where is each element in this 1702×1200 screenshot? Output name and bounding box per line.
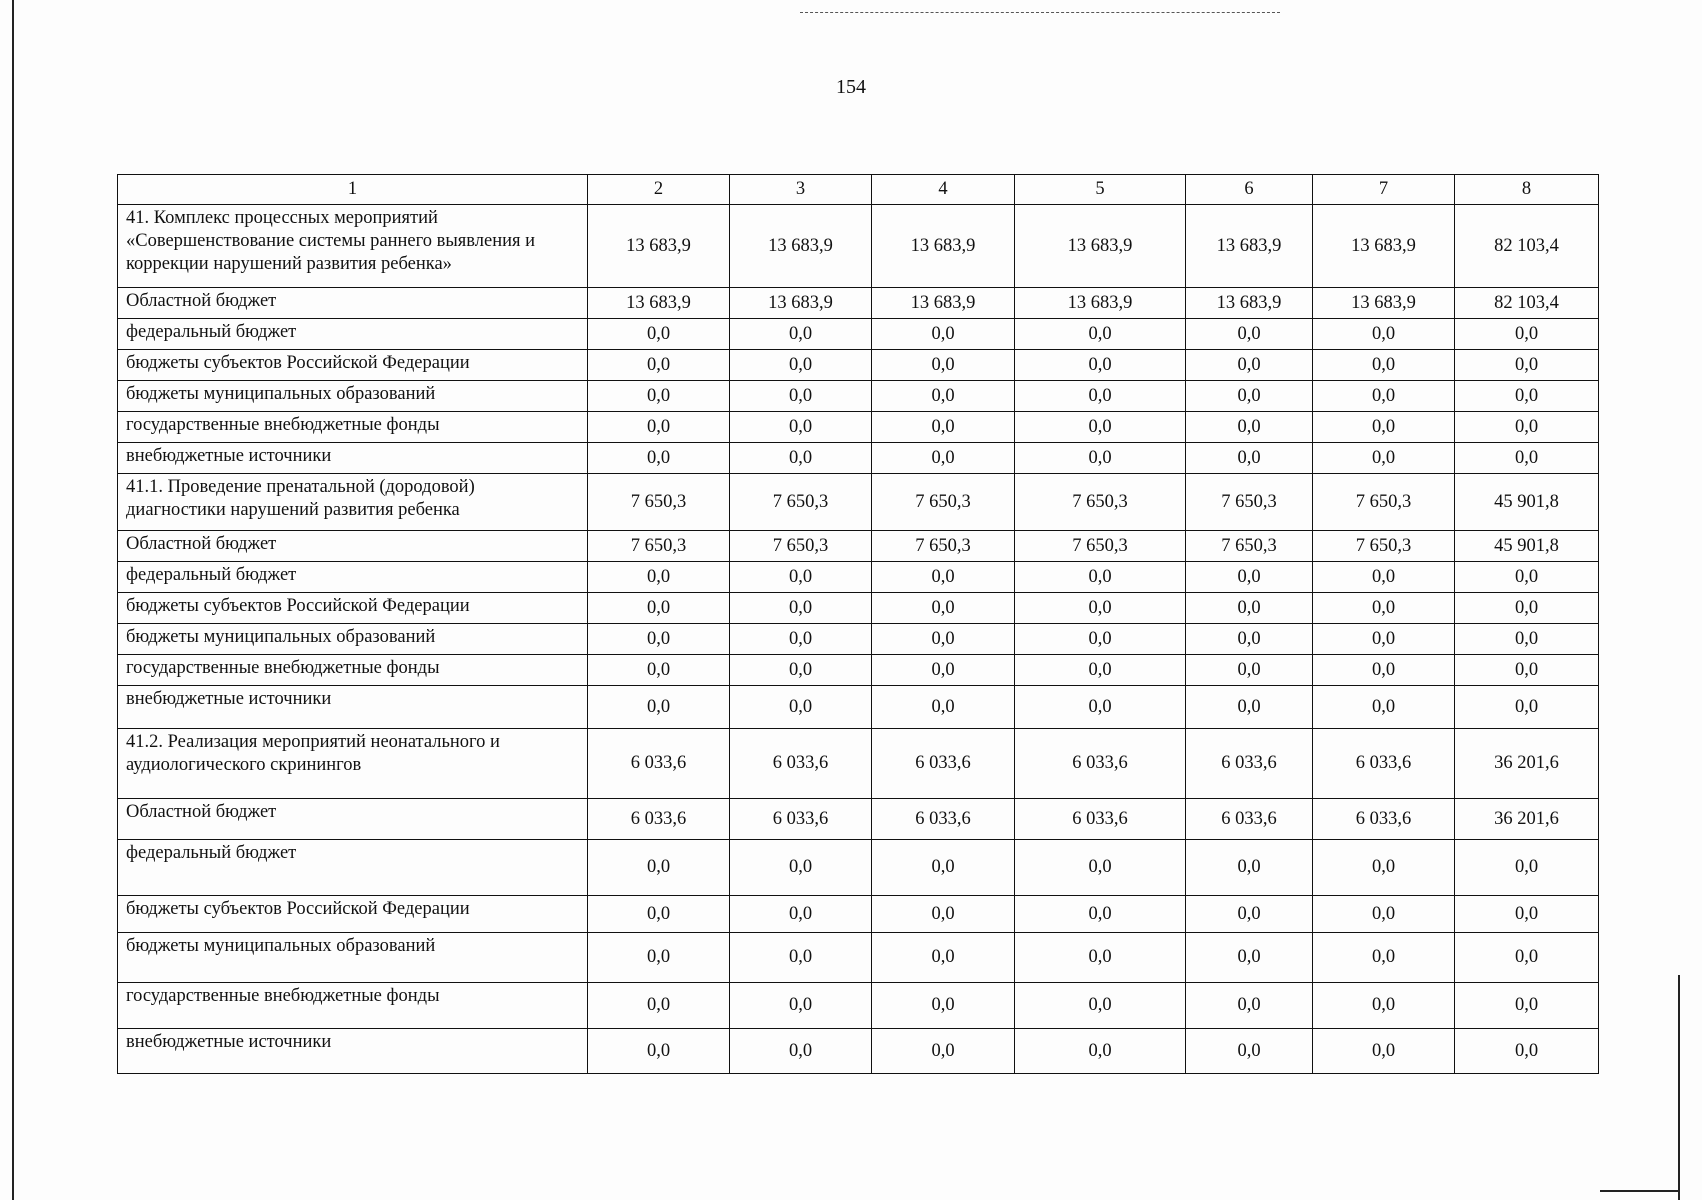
- cell-value: 6 033,6: [588, 729, 730, 799]
- table-row: [118, 896, 1599, 933]
- cell-value: 0,0: [588, 319, 730, 350]
- cell-value: 0,0: [872, 319, 1015, 350]
- cell-value: 0,0: [1015, 443, 1186, 474]
- cell-value: 0,0: [588, 350, 730, 381]
- page-number: 154: [836, 76, 866, 98]
- cell-value: 0,0: [872, 896, 1015, 933]
- cell-value: 0,0: [1455, 562, 1599, 593]
- cell-value: 0,0: [588, 412, 730, 443]
- table-row: [118, 531, 1599, 562]
- cell-value: 0,0: [872, 593, 1015, 624]
- cell-value: 0,0: [1313, 686, 1455, 729]
- cell-value: 7 650,3: [872, 474, 1015, 531]
- table-row: [118, 983, 1599, 1029]
- row-name: 41.2. Реализация мероприятий неонатального и аудиологического скринингов: [118, 729, 588, 799]
- cell-value: 0,0: [1313, 1029, 1455, 1074]
- row-name: внебюджетные источники: [118, 443, 588, 474]
- cell-value: 0,0: [1455, 593, 1599, 624]
- row-name: бюджеты муниципальных образований: [118, 381, 588, 412]
- cell-value: 0,0: [588, 983, 730, 1029]
- cell-value: 0,0: [1015, 319, 1186, 350]
- table-body: [118, 205, 1599, 1074]
- cell-value: 0,0: [730, 412, 872, 443]
- table-row: [118, 799, 1599, 840]
- row-name: бюджеты муниципальных образований: [118, 933, 588, 983]
- budget-table: [117, 174, 1599, 1074]
- cell-value: 0,0: [1186, 983, 1313, 1029]
- cell-value: 0,0: [1186, 1029, 1313, 1074]
- cell-value: 0,0: [1455, 624, 1599, 655]
- cell-value: 0,0: [588, 562, 730, 593]
- table-header: [118, 175, 1599, 205]
- row-name: государственные внебюджетные фонды: [118, 655, 588, 686]
- cell-value: 0,0: [730, 593, 872, 624]
- cell-value: 0,0: [588, 1029, 730, 1074]
- cell-value: 13 683,9: [730, 288, 872, 319]
- cell-value: 0,0: [1455, 840, 1599, 896]
- cell-value: 7 650,3: [730, 531, 872, 562]
- row-name: 41. Комплекс процессных мероприятий «Совершенствование системы раннего выявления и коррекции нарушений развития ребенка»: [118, 205, 588, 288]
- table-row: [118, 474, 1599, 531]
- cell-value: 0,0: [1313, 350, 1455, 381]
- cell-value: 0,0: [1186, 443, 1313, 474]
- table-row: [118, 443, 1599, 474]
- cell-value: 0,0: [1455, 443, 1599, 474]
- page-left-border: [12, 0, 14, 1200]
- cell-value: 13 683,9: [730, 205, 872, 288]
- cell-value: 0,0: [730, 562, 872, 593]
- cell-value: 0,0: [730, 381, 872, 412]
- cell-value: 7 650,3: [1186, 531, 1313, 562]
- cell-value: 0,0: [872, 1029, 1015, 1074]
- column-header: 8: [1455, 175, 1599, 205]
- cell-value: 0,0: [730, 350, 872, 381]
- cell-value: 0,0: [1186, 655, 1313, 686]
- cell-value: 0,0: [1015, 896, 1186, 933]
- cell-value: 0,0: [1313, 983, 1455, 1029]
- cell-value: 0,0: [872, 350, 1015, 381]
- cell-value: 13 683,9: [872, 288, 1015, 319]
- column-header: 3: [730, 175, 872, 205]
- cell-value: 0,0: [1015, 593, 1186, 624]
- cell-value: 0,0: [1186, 562, 1313, 593]
- row-name: внебюджетные источники: [118, 686, 588, 729]
- cell-value: 0,0: [872, 412, 1015, 443]
- table-row: [118, 205, 1599, 288]
- cell-value: 13 683,9: [588, 288, 730, 319]
- cell-value: 0,0: [1015, 1029, 1186, 1074]
- cell-value: 6 033,6: [730, 729, 872, 799]
- cell-value: 0,0: [1455, 933, 1599, 983]
- cell-value: 0,0: [730, 840, 872, 896]
- cell-value: 6 033,6: [1186, 799, 1313, 840]
- cell-value: 6 033,6: [1313, 799, 1455, 840]
- cell-value: 0,0: [872, 983, 1015, 1029]
- cell-value: 0,0: [730, 624, 872, 655]
- column-header: 4: [872, 175, 1015, 205]
- cell-value: 0,0: [1455, 896, 1599, 933]
- cell-value: 0,0: [1313, 562, 1455, 593]
- cell-value: 0,0: [1015, 840, 1186, 896]
- row-name: внебюджетные источники: [118, 1029, 588, 1074]
- cell-value: 0,0: [1186, 686, 1313, 729]
- scan-top-rule: [800, 12, 1280, 13]
- cell-value: 6 033,6: [1186, 729, 1313, 799]
- cell-value: 13 683,9: [588, 205, 730, 288]
- cell-value: 6 033,6: [730, 799, 872, 840]
- cell-value: 0,0: [730, 896, 872, 933]
- cell-value: 0,0: [872, 686, 1015, 729]
- cell-value: 0,0: [730, 933, 872, 983]
- cell-value: 0,0: [730, 1029, 872, 1074]
- cell-value: 0,0: [1455, 1029, 1599, 1074]
- cell-value: 7 650,3: [588, 531, 730, 562]
- cell-value: 0,0: [730, 443, 872, 474]
- cell-value: 45 901,8: [1455, 531, 1599, 562]
- cell-value: 13 683,9: [1015, 205, 1186, 288]
- row-name: бюджеты муниципальных образований: [118, 624, 588, 655]
- cell-value: 0,0: [1313, 319, 1455, 350]
- row-name: Областной бюджет: [118, 531, 588, 562]
- column-header: 2: [588, 175, 730, 205]
- cell-value: 0,0: [588, 593, 730, 624]
- cell-value: 0,0: [1313, 624, 1455, 655]
- cell-value: 45 901,8: [1455, 474, 1599, 531]
- cell-value: 7 650,3: [1313, 474, 1455, 531]
- cell-value: 7 650,3: [1186, 474, 1313, 531]
- cell-value: 0,0: [1015, 562, 1186, 593]
- cell-value: 7 650,3: [1015, 531, 1186, 562]
- cell-value: 7 650,3: [1313, 531, 1455, 562]
- cell-value: 0,0: [1015, 686, 1186, 729]
- table-row: [118, 562, 1599, 593]
- cell-value: 6 033,6: [1015, 799, 1186, 840]
- table-row: [118, 350, 1599, 381]
- cell-value: 13 683,9: [872, 205, 1015, 288]
- cell-value: 13 683,9: [1313, 288, 1455, 319]
- row-name: государственные внебюджетные фонды: [118, 412, 588, 443]
- row-name: Областной бюджет: [118, 288, 588, 319]
- table-row: [118, 655, 1599, 686]
- cell-value: 6 033,6: [588, 799, 730, 840]
- cell-value: 6 033,6: [872, 799, 1015, 840]
- cell-value: 0,0: [730, 686, 872, 729]
- cell-value: 0,0: [1186, 840, 1313, 896]
- cell-value: 0,0: [1015, 983, 1186, 1029]
- cell-value: 0,0: [1313, 412, 1455, 443]
- cell-value: 0,0: [1186, 412, 1313, 443]
- cell-value: 0,0: [1455, 381, 1599, 412]
- cell-value: 0,0: [588, 655, 730, 686]
- table-row: [118, 933, 1599, 983]
- cell-value: 82 103,4: [1455, 288, 1599, 319]
- row-name: государственные внебюджетные фонды: [118, 983, 588, 1029]
- row-name: бюджеты субъектов Российской Федерации: [118, 593, 588, 624]
- cell-value: 0,0: [730, 655, 872, 686]
- cell-value: 0,0: [1455, 655, 1599, 686]
- cell-value: 0,0: [588, 933, 730, 983]
- cell-value: 0,0: [872, 381, 1015, 412]
- column-header: 5: [1015, 175, 1186, 205]
- cell-value: 0,0: [1455, 350, 1599, 381]
- table-row: [118, 686, 1599, 729]
- cell-value: 0,0: [1015, 412, 1186, 443]
- table-row: [118, 288, 1599, 319]
- column-header: 1: [118, 175, 588, 205]
- cell-value: 13 683,9: [1015, 288, 1186, 319]
- cell-value: 7 650,3: [872, 531, 1015, 562]
- cell-value: 0,0: [1455, 319, 1599, 350]
- cell-value: 0,0: [730, 983, 872, 1029]
- cell-value: 0,0: [1186, 593, 1313, 624]
- table-row: [118, 840, 1599, 896]
- cell-value: 6 033,6: [1015, 729, 1186, 799]
- cell-value: 0,0: [1313, 840, 1455, 896]
- cell-value: 13 683,9: [1186, 205, 1313, 288]
- cell-value: 0,0: [1313, 896, 1455, 933]
- cell-value: 0,0: [588, 624, 730, 655]
- column-header: 6: [1186, 175, 1313, 205]
- cell-value: 0,0: [588, 443, 730, 474]
- cell-value: 0,0: [872, 562, 1015, 593]
- cell-value: 0,0: [1186, 319, 1313, 350]
- cell-value: 0,0: [1015, 350, 1186, 381]
- cell-value: 6 033,6: [872, 729, 1015, 799]
- cell-value: 36 201,6: [1455, 799, 1599, 840]
- column-header: 7: [1313, 175, 1455, 205]
- row-name: 41.1. Проведение пренатальной (дородовой) диагностики нарушений развития ребенка: [118, 474, 588, 531]
- row-name: бюджеты субъектов Российской Федерации: [118, 896, 588, 933]
- header-row: [118, 175, 1599, 205]
- page-right-border: [1678, 975, 1680, 1200]
- page-bottom-border: [1600, 1190, 1680, 1192]
- cell-value: 6 033,6: [1313, 729, 1455, 799]
- cell-value: 0,0: [1186, 350, 1313, 381]
- cell-value: 0,0: [588, 896, 730, 933]
- table-row: [118, 593, 1599, 624]
- cell-value: 0,0: [872, 443, 1015, 474]
- cell-value: 0,0: [588, 840, 730, 896]
- row-name: бюджеты субъектов Российской Федерации: [118, 350, 588, 381]
- cell-value: 7 650,3: [730, 474, 872, 531]
- cell-value: 0,0: [1015, 381, 1186, 412]
- cell-value: 0,0: [1186, 381, 1313, 412]
- cell-value: 0,0: [588, 686, 730, 729]
- cell-value: 0,0: [1186, 933, 1313, 983]
- cell-value: 0,0: [730, 319, 872, 350]
- table-row: [118, 412, 1599, 443]
- cell-value: 0,0: [1015, 655, 1186, 686]
- cell-value: 82 103,4: [1455, 205, 1599, 288]
- cell-value: 0,0: [1313, 381, 1455, 412]
- cell-value: 0,0: [1313, 593, 1455, 624]
- cell-value: 0,0: [1186, 624, 1313, 655]
- cell-value: 0,0: [872, 655, 1015, 686]
- table-row: [118, 624, 1599, 655]
- cell-value: 0,0: [872, 624, 1015, 655]
- cell-value: 0,0: [872, 933, 1015, 983]
- table-row: [118, 319, 1599, 350]
- row-name: федеральный бюджет: [118, 319, 588, 350]
- row-name: Областной бюджет: [118, 799, 588, 840]
- cell-value: 0,0: [872, 840, 1015, 896]
- cell-value: 0,0: [1186, 896, 1313, 933]
- cell-value: 0,0: [1313, 443, 1455, 474]
- cell-value: 13 683,9: [1186, 288, 1313, 319]
- cell-value: 0,0: [588, 381, 730, 412]
- cell-value: 0,0: [1015, 624, 1186, 655]
- table-row: [118, 1029, 1599, 1074]
- cell-value: 0,0: [1313, 655, 1455, 686]
- row-name: федеральный бюджет: [118, 840, 588, 896]
- cell-value: 36 201,6: [1455, 729, 1599, 799]
- cell-value: 0,0: [1015, 933, 1186, 983]
- cell-value: 13 683,9: [1313, 205, 1455, 288]
- cell-value: 0,0: [1455, 686, 1599, 729]
- cell-value: 7 650,3: [588, 474, 730, 531]
- cell-value: 7 650,3: [1015, 474, 1186, 531]
- cell-value: 0,0: [1313, 933, 1455, 983]
- table-row: [118, 729, 1599, 799]
- table-row: [118, 381, 1599, 412]
- cell-value: 0,0: [1455, 412, 1599, 443]
- cell-value: 0,0: [1455, 983, 1599, 1029]
- row-name: федеральный бюджет: [118, 562, 588, 593]
